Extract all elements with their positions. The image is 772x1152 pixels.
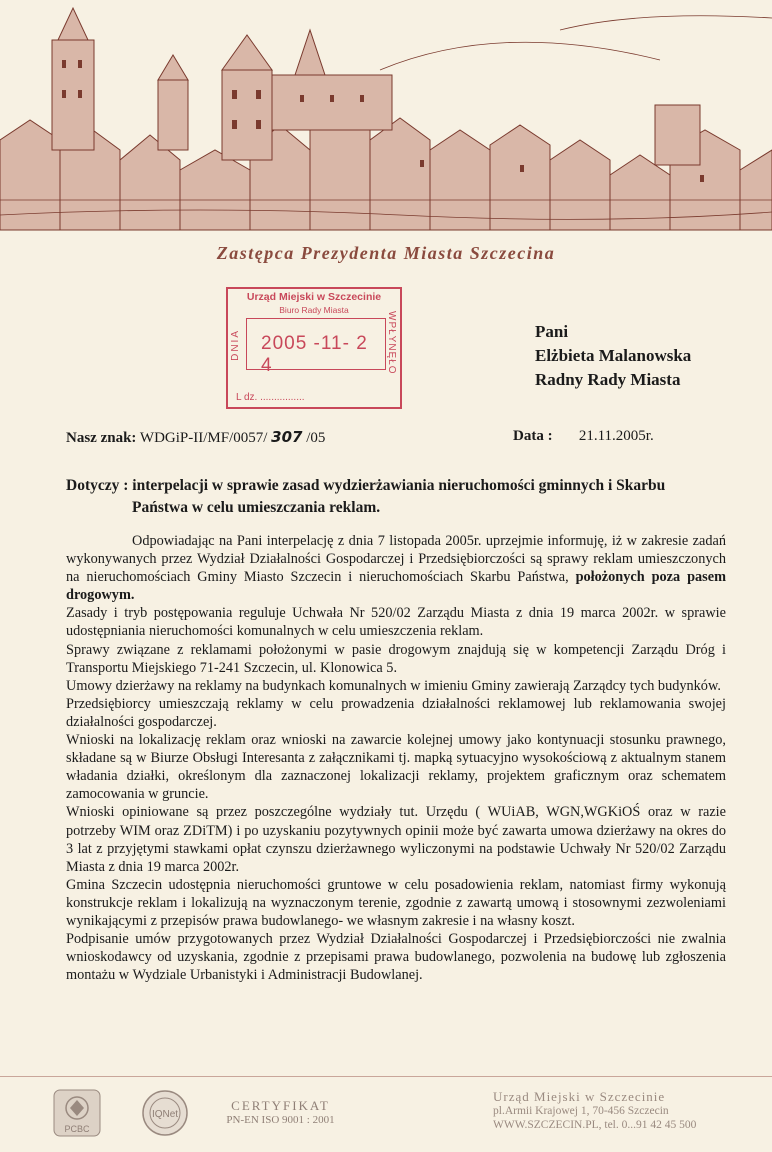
reference-label: Nasz znak:: [66, 430, 137, 446]
paragraph-5: Przedsiębiorcy umieszczają reklamy w celu prowadzenia działalności reklamowej lub reklamowania swojej działalności gospodarczej.: [66, 695, 726, 730]
stamp-side-right: WPŁYNĘŁO: [386, 311, 397, 375]
reference-code-prefix: WDGiP-II/MF/0057/: [139, 430, 268, 446]
recipient-role: Radny Rady Miasta: [535, 370, 681, 389]
paragraph-4: Umowy dzierżawy na reklamy na budynkach komunalnych w imieniu Gminy zawierają Zarządcy tych budynków.: [66, 677, 721, 694]
subject-line-1: interpelacji w sprawie zasad wydzierżawiania nieruchomości gminnych i Skarbu: [132, 477, 666, 494]
office-name: Urząd Miejski w Szczecinie: [493, 1089, 666, 1104]
recipient-block: [535, 320, 691, 392]
paragraph-9: Podpisanie umów przygotowanych przez Wydział Działalności Gospodarczej i Przedsiębiorczości nie zwalnia wnioskodawcy od uzyskania, zgodnie z przepisami prawa budowlanego, pozwolenia na budowę lub zgłoszenia montażu w Wydziale Urbanistyki i Administracji Budowlanej.: [66, 931, 726, 984]
paragraph-7: Wnioski opiniowane są przez poszczególne wydziały tut. Urzędu ( WUiAB, WGN,WGKiOŚ oraz w razie potrzeby WIM oraz ZDiTM) i po uzyskaniu pozytywnych opinii może być zawarta umowa dzierżawy na okres do 3 lat z przyjętymi stawkami opłat czynszu dzierżawnego wyliczonymi na podstawie Uchwały Nr 520/02 Zarządu Miasta z dnia 19 marca 2002r.: [66, 804, 726, 875]
pcbc-logo-icon: [52, 1088, 102, 1138]
paragraph-8: Gmina Szczecin udostępnia nieruchomości gruntowe w celu posadowienia reklam, natomiast firmy wykonują konstrukcje reklam i lokalizują na wyznaczonym terenie, zgodnie z zawartą umową i stosownymi zezwoleniami wynikającymi z przepisów prawa budowlanego- we własnym zakresie i na własny koszt.: [66, 876, 726, 929]
recipient-salutation: Pani: [535, 322, 569, 341]
date-value: 21.11.2005r.: [578, 428, 654, 444]
stamp-department: Biuro Rady Miasta: [279, 305, 349, 315]
stamp-side-left: DNIA: [230, 329, 241, 361]
stamp-foot: L dz. ................: [236, 392, 305, 403]
pcbc-logo-text: PCBC: [64, 1124, 90, 1134]
subject-line-2: Państwa w celu umieszczania reklam.: [132, 499, 381, 516]
incoming-stamp: [226, 287, 402, 409]
paragraph-2: Zasady i tryb postępowania reguluje Uchwała Nr 520/02 Zarządu Miasta z dnia 19 marca 2002r. w sprawie udostępniania nieruchomości komunalnych w celu umieszczenia reklam.: [66, 605, 726, 640]
paragraph-6: Wnioski na lokalizację reklam oraz wnioski na zawarcie kolejnej umowy jako kontynuacji stosunku prawnego, składane są w Biurze Obsługi Interesanta z załącznikami tj. mapką sytuacyjno wysokościową z aktualnym stanem władania działki, określonym dla zaznaczonej lokalizacji reklamy, projektem graficznym oraz schematem zamocowania w gruncie.: [66, 732, 726, 803]
paragraph-1-text: Odpowiadając na Pani interpelację z dnia 7 listopada 2005r. uprzejmie informuję, iż w zakresie zadań wykonywanych przez Wydział Działalności Gospodarczej i Przedsiębiorczości są sprawy reklam umieszczonych na nieruchomościach Gminy Miasto Szczecin i nieruchomościach Skarbu Państwa,: [66, 533, 726, 586]
reference-code-suffix: /05: [306, 430, 326, 446]
header-title: Zastępca Prezydenta Miasta Szczecina: [216, 243, 556, 263]
office-address-block: [493, 1090, 696, 1132]
stamp-date-box: [246, 318, 386, 376]
certificate-title: CERTYFIKAT: [231, 1098, 330, 1113]
certificate-norm: PN-EN ISO 9001 : 2001: [226, 1114, 335, 1126]
recipient-name: Elżbieta Malanowska: [535, 346, 692, 365]
reference-date: [513, 428, 654, 445]
office-contact: WWW.SZCZECIN.PL, tel. 0...91 42 45 500: [493, 1119, 697, 1131]
paragraph-1-bold: położonych poza pasem drogowym.: [66, 569, 726, 604]
subject-label: Dotyczy :: [66, 477, 129, 494]
office-address: pl.Armii Krajowej 1, 70-456 Szczecin: [493, 1105, 669, 1117]
footer-divider: [0, 1076, 772, 1077]
reference-number: [66, 428, 325, 447]
stamp-date: 2005 -11- 2 4: [261, 333, 368, 376]
certificate-block: [213, 1098, 348, 1126]
iqnet-logo-text: IQNet: [151, 1109, 179, 1120]
paragraph-3: Sprawy związane z reklamami położonymi w pasie drogowym znajdują się w kompetencji Zarządu Dróg i Transportu Miejskiego 71-241 Szczecin, ul. Klonowica 5.: [66, 641, 726, 676]
date-label: Data :: [513, 428, 553, 444]
iqnet-logo-icon: [140, 1088, 190, 1138]
stamp-office: Urząd Miejski w Szczecinie: [246, 291, 382, 303]
letter-body: [66, 532, 726, 984]
subject: [66, 475, 726, 519]
city-skyline-illustration: [0, 0, 772, 245]
reference-code-handwritten: 307: [271, 428, 303, 446]
paragraph-1: [66, 532, 726, 604]
